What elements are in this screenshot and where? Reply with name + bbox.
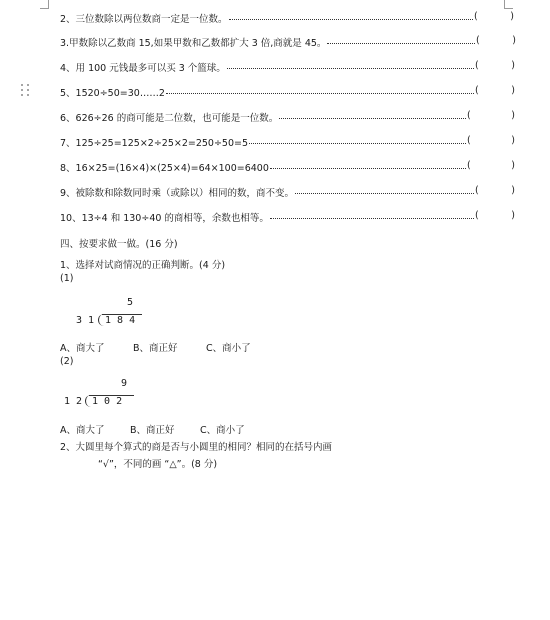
judge-item: 3.甲数除以乙数商 15,如果甲数和乙数都扩大 3 倍,商就是 45。 ( ) <box>60 35 516 49</box>
question-2-line-1: 2、大圆里每个算式的商是否与小圆里的相同？相同的在括号内画 <box>60 442 333 453</box>
quotient: 5 <box>127 297 134 308</box>
judge-item: 4、用 100 元钱最多可以买 3 个篮球。 ( ) <box>60 60 515 74</box>
judge-item: 8、16×25=(16×4)×(25×4)=64×100=6400 ( ) <box>60 160 515 174</box>
option-b[interactable]: B、商正好 <box>130 425 175 436</box>
judge-item: 9、被除数和除数同时乘（或除以）相同的数，商不变。 ( ) <box>60 185 515 199</box>
page-corner-mark <box>40 0 49 9</box>
judge-item-text: 7、125÷25=125×2÷25×2=250÷50=5 <box>60 138 249 149</box>
dot-leader <box>229 19 473 20</box>
judge-item: 6、626÷26 的商可能是二位数，也可能是一位数。 ( ) <box>60 110 515 124</box>
divisor: 3 1 <box>76 315 95 326</box>
question-2-line-2: “√”，不同的画 “△”。(8 分) <box>98 459 218 470</box>
option-a[interactable]: A、商大了 <box>60 343 105 354</box>
dot-leader <box>327 43 475 44</box>
section-heading: 四、按要求做一做。(16 分) <box>60 239 178 250</box>
judge-item-text: 8、16×25=(16×4)×(25×4)=64×100=6400 <box>60 163 269 174</box>
judge-item-text: 9、被除数和除数同时乘（或除以）相同的数，商不变。 <box>60 188 295 199</box>
paragraph-drag-handle-icon[interactable] <box>21 84 31 98</box>
dot-leader <box>279 118 466 119</box>
sub-question-label: (1) <box>60 273 74 284</box>
dot-leader <box>249 143 466 144</box>
judge-item: 7、125÷25=125×2÷25×2=250÷50=5 ( ) <box>60 135 515 149</box>
judge-item-text: 5、1520÷50=30……2 <box>60 88 165 99</box>
option-a[interactable]: A、商大了 <box>60 425 105 436</box>
judge-item-text: 4、用 100 元钱最多可以买 3 个篮球。 <box>60 63 226 74</box>
page-corner-mark <box>504 0 513 9</box>
option-c[interactable]: C、商小了 <box>200 425 245 436</box>
dividend: 1 8 4 <box>105 315 136 326</box>
judge-item-text: 3.甲数除以乙数商 15,如果甲数和乙数都扩大 3 倍,商就是 45。 <box>60 38 327 49</box>
dividend: 1 0 2 <box>92 396 123 407</box>
option-b[interactable]: B、商正好 <box>133 343 178 354</box>
judge-item-text: 10、13÷4 和 130÷40 的商相等，余数也相等。 <box>60 213 269 224</box>
dot-leader <box>270 168 466 169</box>
dot-leader <box>295 193 474 194</box>
judge-item-text: 6、626÷26 的商可能是二位数，也可能是一位数。 <box>60 113 279 124</box>
dot-leader <box>227 68 474 69</box>
dot-leader <box>270 218 474 219</box>
quotient: 9 <box>121 378 128 389</box>
judge-item-text: 2、三位数除以两位数商一定是一位数。 <box>60 14 228 25</box>
question-1-title: 1、选择对试商情况的正确判断。(4 分) <box>60 260 226 271</box>
dot-leader <box>166 93 474 94</box>
sub-question-label: (2) <box>60 356 74 367</box>
divisor: 1 2 <box>64 396 83 407</box>
judge-item: 5、1520÷50=30……2 ( ) <box>60 85 515 99</box>
judge-item: 2、三位数除以两位数商一定是一位数。 ( ) <box>60 11 514 25</box>
option-c[interactable]: C、商小了 <box>206 343 251 354</box>
judge-item: 10、13÷4 和 130÷40 的商相等，余数也相等。 ( ) <box>60 210 515 224</box>
